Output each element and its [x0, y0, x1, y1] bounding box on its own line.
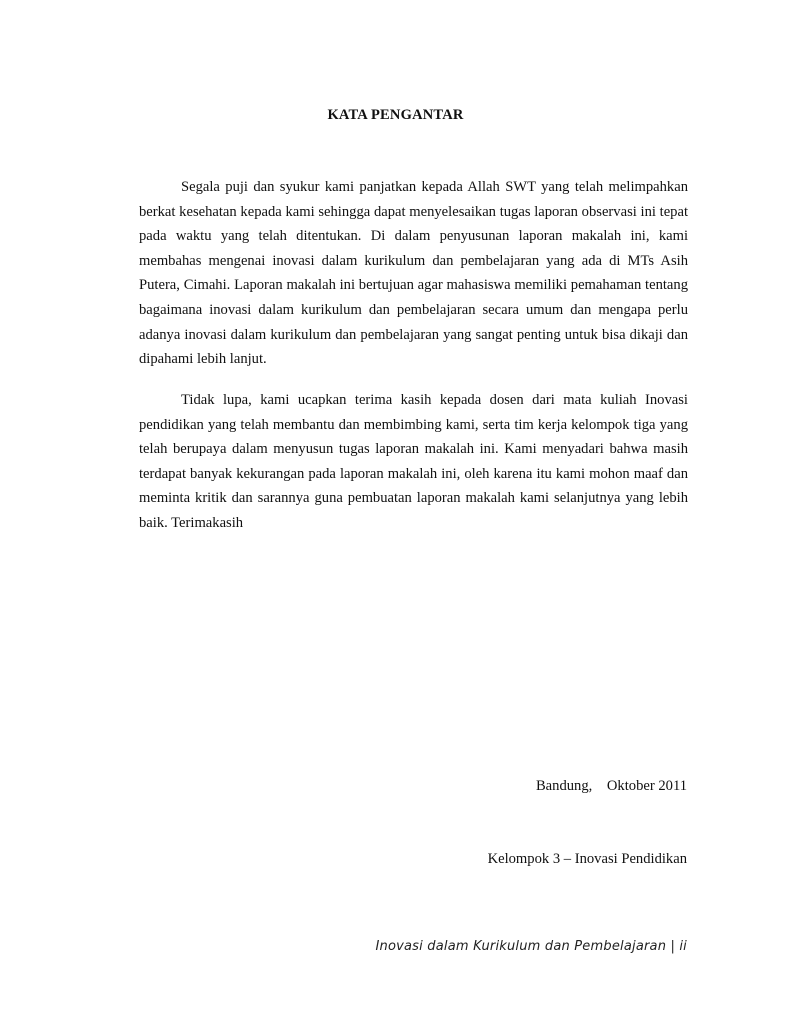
page-footer: Inovasi dalam Kurikulum dan Pembelajaran | ii	[375, 939, 687, 954]
signature-group: Kelompok 3 – Inovasi Pendidikan	[487, 851, 687, 867]
page-title: KATA PENGANTAR	[327, 107, 464, 123]
signature-place-date: Bandung, Oktober 2011	[535, 778, 687, 794]
paragraph-2: Tidak lupa, kami ucapkan terima kasih kepada dosen dari mata kuliah Inovasi pendidikan yang telah membantu dan membimbing kami, serta tim kerja kelompok tiga yang telah berupaya dalam menyusun tugas laporan makalah ini. Kami menyadari bahwa masih terdapat banyak kekurangan pada laporan makalah ini, oleh karena itu kami mohon maaf dan meminta kritik dan sarannya guna pembuatan laporan makalah kami selanjutnya yang lebih baik. Terimakasih	[139, 392, 688, 531]
paragraph-1: Segala puji dan syukur kami panjatkan kepada Allah SWT yang telah melimpahkan berkat kesehatan kepada kami sehingga dapat menyelesaikan tugas laporan observasi ini tepat pada waktu yang telah ditentukan. Di dalam penyusunan laporan makalah ini, kami membahas mengenai inovasi dalam kurikulum dan pembelajaran yang ada di MTs Asih Putera, Cimahi. Laporan makalah ini bertujuan agar mahasiswa memiliki pemahaman tentang bagaimana inovasi dalam kurikulum dan pembelajaran secara umum dan mengapa perlu adanya inovasi dalam kurikulum dan pembelajaran yang sangat penting untuk bisa dikaji dan dipahami lebih lanjut.	[139, 179, 688, 368]
